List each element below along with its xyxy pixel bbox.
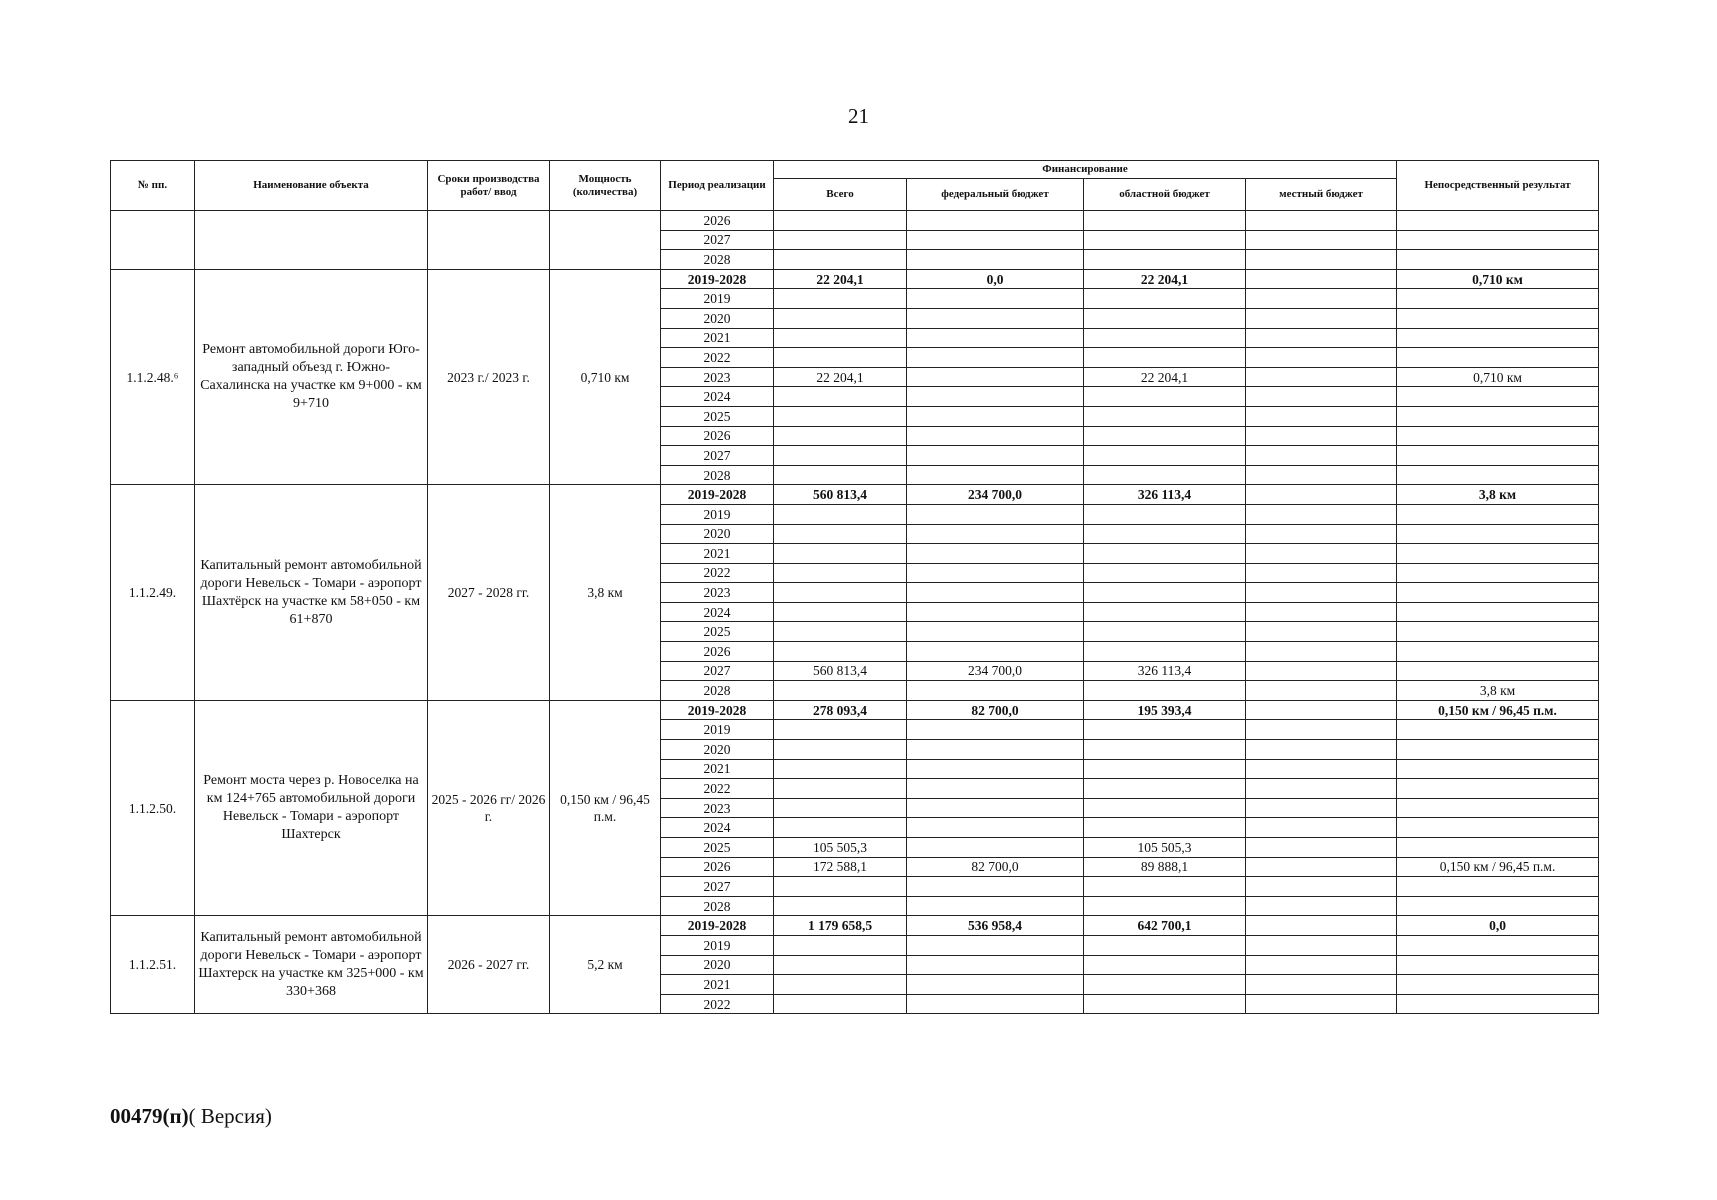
result-cell	[1397, 994, 1599, 1014]
result-cell	[1397, 387, 1599, 407]
period-cell: 2019	[661, 935, 774, 955]
total-cell: 172 588,1	[774, 857, 907, 877]
result-cell	[1397, 504, 1599, 524]
federal-cell	[907, 211, 1084, 231]
local-cell	[1246, 622, 1397, 642]
period-cell: 2021	[661, 544, 774, 564]
total-cell	[774, 544, 907, 564]
local-cell	[1246, 955, 1397, 975]
object-capacity: 3,8 км	[550, 485, 661, 701]
total-cell	[774, 818, 907, 838]
federal-cell	[907, 935, 1084, 955]
page-number: 21	[848, 104, 869, 128]
local-cell	[1246, 563, 1397, 583]
local-cell	[1246, 602, 1397, 622]
result-cell	[1397, 563, 1599, 583]
regional-cell	[1084, 348, 1246, 368]
total-cell	[774, 740, 907, 760]
period-cell: 2024	[661, 387, 774, 407]
regional-cell	[1084, 289, 1246, 309]
federal-cell	[907, 446, 1084, 466]
regional-cell	[1084, 975, 1246, 995]
regional-cell: 326 113,4	[1084, 485, 1246, 505]
local-cell	[1246, 465, 1397, 485]
document-version: ( Версия)	[188, 1104, 272, 1128]
period-cell: 2025	[661, 622, 774, 642]
federal-cell	[907, 838, 1084, 858]
total-cell	[774, 348, 907, 368]
total-cell	[774, 720, 907, 740]
local-cell	[1246, 211, 1397, 231]
period-cell: 2028	[661, 681, 774, 701]
header-federal: федеральный бюджет	[907, 179, 1084, 211]
regional-cell	[1084, 230, 1246, 250]
result-cell	[1397, 406, 1599, 426]
federal-cell	[907, 426, 1084, 446]
federal-cell: 82 700,0	[907, 857, 1084, 877]
local-cell	[1246, 681, 1397, 701]
local-cell	[1246, 426, 1397, 446]
federal-cell	[907, 681, 1084, 701]
object-number: 1.1.2.49.	[111, 485, 195, 701]
table-row	[111, 211, 1599, 231]
object-number: 1.1.2.50.	[111, 700, 195, 916]
total-cell	[774, 622, 907, 642]
result-cell: 3,8 км	[1397, 485, 1599, 505]
local-cell	[1246, 485, 1397, 505]
header-result: Непосредственный результат	[1397, 161, 1599, 211]
result-cell	[1397, 779, 1599, 799]
period-cell: 2026	[661, 211, 774, 231]
federal-cell	[907, 779, 1084, 799]
total-cell	[774, 387, 907, 407]
total-cell	[774, 779, 907, 799]
local-cell	[1246, 642, 1397, 662]
federal-cell: 536 958,4	[907, 916, 1084, 936]
regional-cell	[1084, 387, 1246, 407]
header-term: Сроки производства работ/ ввод	[428, 161, 550, 211]
result-cell	[1397, 955, 1599, 975]
period-cell: 2023	[661, 367, 774, 387]
total-cell	[774, 328, 907, 348]
period-cell: 2027	[661, 661, 774, 681]
total-cell	[774, 426, 907, 446]
document-code-number: 00479(п)	[110, 1104, 189, 1128]
header-financing: Финансирование	[774, 161, 1397, 179]
result-cell	[1397, 289, 1599, 309]
period-cell: 2019-2028	[661, 916, 774, 936]
table-header	[111, 161, 1599, 211]
regional-cell	[1084, 759, 1246, 779]
financing-table	[110, 160, 1599, 1014]
period-cell: 2021	[661, 975, 774, 995]
local-cell	[1246, 740, 1397, 760]
federal-cell	[907, 308, 1084, 328]
object-term: 2025 - 2026 гг/ 2026 г.	[428, 700, 550, 916]
local-cell	[1246, 759, 1397, 779]
header-period: Период реализации	[661, 161, 774, 211]
result-cell	[1397, 211, 1599, 231]
regional-cell	[1084, 602, 1246, 622]
result-cell: 0,0	[1397, 916, 1599, 936]
object-term: 2027 - 2028 гг.	[428, 485, 550, 701]
object-name: Капитальный ремонт автомобильной дороги Невельск - Томари - аэропорт Шахтёрск на участке км 58+050 - км 61+870	[195, 485, 428, 701]
header-num: № пп.	[111, 161, 195, 211]
header-total: Всего	[774, 179, 907, 211]
local-cell	[1246, 916, 1397, 936]
result-cell	[1397, 896, 1599, 916]
federal-cell	[907, 328, 1084, 348]
regional-cell	[1084, 622, 1246, 642]
regional-cell	[1084, 446, 1246, 466]
regional-cell	[1084, 877, 1246, 897]
local-cell	[1246, 308, 1397, 328]
total-cell	[774, 642, 907, 662]
federal-cell	[907, 406, 1084, 426]
result-cell	[1397, 465, 1599, 485]
result-cell	[1397, 622, 1599, 642]
local-cell	[1246, 877, 1397, 897]
object-capacity: 0,710 км	[550, 269, 661, 485]
federal-cell	[907, 955, 1084, 975]
result-cell	[1397, 524, 1599, 544]
result-cell	[1397, 328, 1599, 348]
regional-cell	[1084, 563, 1246, 583]
period-cell: 2027	[661, 230, 774, 250]
period-cell: 2022	[661, 994, 774, 1014]
object-capacity: 5,2 км	[550, 916, 661, 1014]
period-cell: 2019	[661, 504, 774, 524]
federal-cell	[907, 583, 1084, 603]
object-name: Ремонт автомобильной дороги Юго-западный объезд г. Южно-Сахалинска на участке км 9+000 - км 9+710	[195, 269, 428, 485]
regional-cell: 326 113,4	[1084, 661, 1246, 681]
federal-cell	[907, 348, 1084, 368]
federal-cell: 234 700,0	[907, 485, 1084, 505]
total-cell	[774, 935, 907, 955]
total-cell	[774, 896, 907, 916]
period-cell: 2022	[661, 563, 774, 583]
table-row	[111, 269, 1599, 289]
local-cell	[1246, 524, 1397, 544]
total-cell: 278 093,4	[774, 700, 907, 720]
regional-cell	[1084, 308, 1246, 328]
regional-cell	[1084, 955, 1246, 975]
total-cell	[774, 406, 907, 426]
header-local: местный бюджет	[1246, 179, 1397, 211]
federal-cell	[907, 544, 1084, 564]
header-capacity: Мощность (количества)	[550, 161, 661, 211]
total-cell	[774, 798, 907, 818]
table-row	[111, 916, 1599, 936]
object-term: 2026 - 2027 гг.	[428, 916, 550, 1014]
document-code	[110, 1104, 272, 1129]
period-cell: 2019-2028	[661, 269, 774, 289]
object-capacity	[550, 211, 661, 270]
total-cell: 22 204,1	[774, 269, 907, 289]
period-cell: 2019-2028	[661, 485, 774, 505]
federal-cell	[907, 994, 1084, 1014]
total-cell	[774, 681, 907, 701]
period-cell: 2025	[661, 406, 774, 426]
result-cell	[1397, 661, 1599, 681]
local-cell	[1246, 661, 1397, 681]
period-cell: 2022	[661, 348, 774, 368]
total-cell	[774, 446, 907, 466]
local-cell	[1246, 367, 1397, 387]
result-cell: 0,710 км	[1397, 269, 1599, 289]
federal-cell	[907, 602, 1084, 622]
regional-cell: 105 505,3	[1084, 838, 1246, 858]
result-cell	[1397, 759, 1599, 779]
regional-cell	[1084, 524, 1246, 544]
total-cell	[774, 250, 907, 270]
result-cell	[1397, 308, 1599, 328]
regional-cell: 22 204,1	[1084, 269, 1246, 289]
federal-cell	[907, 975, 1084, 995]
federal-cell	[907, 818, 1084, 838]
local-cell	[1246, 896, 1397, 916]
result-cell	[1397, 798, 1599, 818]
federal-cell	[907, 877, 1084, 897]
local-cell	[1246, 798, 1397, 818]
local-cell	[1246, 720, 1397, 740]
result-cell	[1397, 602, 1599, 622]
period-cell: 2026	[661, 642, 774, 662]
local-cell	[1246, 544, 1397, 564]
period-cell: 2021	[661, 328, 774, 348]
period-cell: 2028	[661, 250, 774, 270]
local-cell	[1246, 446, 1397, 466]
regional-cell	[1084, 250, 1246, 270]
total-cell	[774, 583, 907, 603]
local-cell	[1246, 818, 1397, 838]
total-cell	[774, 955, 907, 975]
regional-cell	[1084, 426, 1246, 446]
local-cell	[1246, 406, 1397, 426]
total-cell	[774, 230, 907, 250]
total-cell	[774, 994, 907, 1014]
result-cell: 3,8 км	[1397, 681, 1599, 701]
period-cell: 2028	[661, 896, 774, 916]
local-cell	[1246, 857, 1397, 877]
regional-cell	[1084, 994, 1246, 1014]
federal-cell: 234 700,0	[907, 661, 1084, 681]
federal-cell	[907, 250, 1084, 270]
period-cell: 2024	[661, 602, 774, 622]
local-cell	[1246, 975, 1397, 995]
period-cell: 2019-2028	[661, 700, 774, 720]
regional-cell: 195 393,4	[1084, 700, 1246, 720]
federal-cell	[907, 289, 1084, 309]
local-cell	[1246, 700, 1397, 720]
federal-cell	[907, 740, 1084, 760]
total-cell: 22 204,1	[774, 367, 907, 387]
federal-cell	[907, 720, 1084, 740]
federal-cell	[907, 759, 1084, 779]
result-cell	[1397, 230, 1599, 250]
result-cell: 0,150 км / 96,45 п.м.	[1397, 857, 1599, 877]
result-cell	[1397, 544, 1599, 564]
period-cell: 2027	[661, 877, 774, 897]
regional-cell	[1084, 798, 1246, 818]
regional-cell: 89 888,1	[1084, 857, 1246, 877]
local-cell	[1246, 504, 1397, 524]
result-cell	[1397, 446, 1599, 466]
local-cell	[1246, 994, 1397, 1014]
result-cell: 0,150 км / 96,45 п.м.	[1397, 700, 1599, 720]
result-cell	[1397, 426, 1599, 446]
period-cell: 2020	[661, 308, 774, 328]
local-cell	[1246, 779, 1397, 799]
period-cell: 2019	[661, 289, 774, 309]
result-cell	[1397, 250, 1599, 270]
regional-cell	[1084, 406, 1246, 426]
result-cell	[1397, 877, 1599, 897]
result-cell	[1397, 583, 1599, 603]
total-cell	[774, 504, 907, 524]
total-cell: 1 179 658,5	[774, 916, 907, 936]
period-cell: 2028	[661, 465, 774, 485]
result-cell	[1397, 838, 1599, 858]
result-cell	[1397, 935, 1599, 955]
period-cell: 2027	[661, 446, 774, 466]
period-cell: 2026	[661, 426, 774, 446]
federal-cell	[907, 230, 1084, 250]
total-cell	[774, 563, 907, 583]
local-cell	[1246, 935, 1397, 955]
regional-cell	[1084, 896, 1246, 916]
regional-cell	[1084, 328, 1246, 348]
regional-cell	[1084, 935, 1246, 955]
regional-cell	[1084, 681, 1246, 701]
regional-cell	[1084, 211, 1246, 231]
period-cell: 2022	[661, 779, 774, 799]
local-cell	[1246, 387, 1397, 407]
object-name: Капитальный ремонт автомобильной дороги Невельск - Томари - аэропорт Шахтерск на участке км 325+000 - км 330+368	[195, 916, 428, 1014]
total-cell	[774, 211, 907, 231]
local-cell	[1246, 250, 1397, 270]
federal-cell	[907, 622, 1084, 642]
local-cell	[1246, 269, 1397, 289]
object-number: 1.1.2.48.⁶	[111, 269, 195, 485]
regional-cell	[1084, 504, 1246, 524]
regional-cell	[1084, 642, 1246, 662]
object-term: 2023 г./ 2023 г.	[428, 269, 550, 485]
regional-cell: 642 700,1	[1084, 916, 1246, 936]
total-cell	[774, 975, 907, 995]
federal-cell	[907, 387, 1084, 407]
total-cell	[774, 308, 907, 328]
local-cell	[1246, 230, 1397, 250]
federal-cell: 0,0	[907, 269, 1084, 289]
regional-cell	[1084, 818, 1246, 838]
result-cell	[1397, 818, 1599, 838]
table-row	[111, 485, 1599, 505]
table-row	[111, 700, 1599, 720]
period-cell: 2023	[661, 798, 774, 818]
period-cell: 2020	[661, 524, 774, 544]
federal-cell	[907, 798, 1084, 818]
federal-cell	[907, 504, 1084, 524]
result-cell	[1397, 720, 1599, 740]
total-cell	[774, 602, 907, 622]
object-term	[428, 211, 550, 270]
federal-cell	[907, 896, 1084, 916]
period-cell: 2019	[661, 720, 774, 740]
regional-cell: 22 204,1	[1084, 367, 1246, 387]
total-cell	[774, 759, 907, 779]
regional-cell	[1084, 779, 1246, 799]
federal-cell	[907, 642, 1084, 662]
total-cell: 560 813,4	[774, 485, 907, 505]
total-cell	[774, 289, 907, 309]
local-cell	[1246, 583, 1397, 603]
regional-cell	[1084, 583, 1246, 603]
result-cell	[1397, 642, 1599, 662]
federal-cell	[907, 367, 1084, 387]
result-cell	[1397, 975, 1599, 995]
period-cell: 2024	[661, 818, 774, 838]
period-cell: 2023	[661, 583, 774, 603]
period-cell: 2020	[661, 740, 774, 760]
total-cell: 105 505,3	[774, 838, 907, 858]
regional-cell	[1084, 544, 1246, 564]
period-cell: 2020	[661, 955, 774, 975]
period-cell: 2021	[661, 759, 774, 779]
federal-cell: 82 700,0	[907, 700, 1084, 720]
result-cell	[1397, 348, 1599, 368]
object-number	[111, 211, 195, 270]
local-cell	[1246, 348, 1397, 368]
result-cell	[1397, 740, 1599, 760]
federal-cell	[907, 465, 1084, 485]
object-name	[195, 211, 428, 270]
header-name: Наименование объекта	[195, 161, 428, 211]
period-cell: 2026	[661, 857, 774, 877]
period-cell: 2025	[661, 838, 774, 858]
object-name: Ремонт моста через р. Новоселка на км 124+765 автомобильной дороги Невельск - Томари - аэропорт Шахтерск	[195, 700, 428, 916]
header-regional: областной бюджет	[1084, 179, 1246, 211]
total-cell: 560 813,4	[774, 661, 907, 681]
total-cell	[774, 465, 907, 485]
total-cell	[774, 524, 907, 544]
table-body	[111, 211, 1599, 1014]
local-cell	[1246, 289, 1397, 309]
regional-cell	[1084, 720, 1246, 740]
regional-cell	[1084, 465, 1246, 485]
object-capacity: 0,150 км / 96,45 п.м.	[550, 700, 661, 916]
object-number: 1.1.2.51.	[111, 916, 195, 1014]
regional-cell	[1084, 740, 1246, 760]
result-cell: 0,710 км	[1397, 367, 1599, 387]
local-cell	[1246, 838, 1397, 858]
federal-cell	[907, 563, 1084, 583]
local-cell	[1246, 328, 1397, 348]
federal-cell	[907, 524, 1084, 544]
total-cell	[774, 877, 907, 897]
